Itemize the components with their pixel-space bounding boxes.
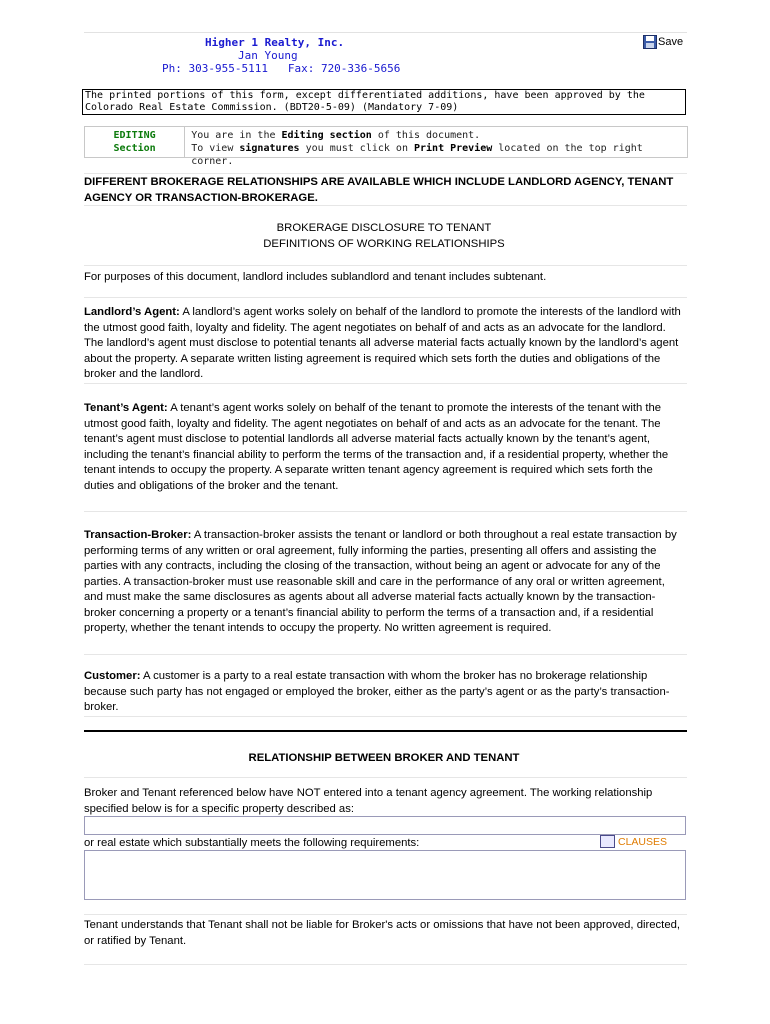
divider [84,777,687,778]
divider [84,654,687,655]
clauses-label: CLAUSES [618,835,668,848]
doc-subtitle: DEFINITIONS OF WORKING RELATIONSHIPS [263,238,505,250]
intro-heading: DIFFERENT BROKERAGE RELATIONSHIPS ARE AVAILABLE WHICH INCLUDE LANDLORD AGENCY, TENANT AGENCY OR TRANSACTION-BROKERAGE. [84,176,674,204]
editing-instructions: You are in the Editing section of this document. To view signatures you must click on Print Preview located on the top right corner. [191,130,643,167]
top-divider [84,32,687,33]
divider [84,716,687,717]
purposes-text: For purposes of this document, landlord includes sublandlord and tenant includes subtenant. [84,271,547,283]
doc-title: BROKERAGE DISCLOSURE TO TENANT [276,222,492,234]
divider [84,914,687,915]
divider [84,205,687,206]
requirements-textarea[interactable] [84,850,686,900]
save-button[interactable] [643,34,683,49]
liability-text: Tenant understands that Tenant shall not be liable for Broker's acts or omissions that have not been approved, directed, or ratified by Tenant. [84,919,681,947]
divider [84,964,687,965]
tenants-agent-definition: Tenant’s Agent: A tenant’s agent works solely on behalf of the tenant to promote the interests of the tenant with the utmost good faith, loyalty and fidelity. The agent negotiates on behalf of and acts as an advocate for the tenant. The tenant’s agent must disclose to potential landlords all adverse material facts actually known by the tenant’s agent, including the tenant’s financial ability to perform the terms of the transaction and, if a residential property, whether the tenant intends to occupy the property. A separate written tenant agency agreement is required which sets forth the duties and obligations of the broker and the tenant. [84,402,669,492]
floppy-disk-icon [643,34,657,49]
agent-name: Jan Young [238,49,298,62]
section-rule [84,730,687,732]
relationship-heading: RELATIONSHIP BETWEEN BROKER AND TENANT [248,752,520,764]
save-label: Save [658,35,684,48]
divider [84,383,687,384]
requirements-label: or real estate which substantially meets the following requirements: [84,837,420,849]
company-name: Higher 1 Realty, Inc. [205,36,345,49]
landlords-agent-definition: Landlord’s Agent: A landlord’s agent works solely on behalf of the landlord to promote the interests of the landlord with the utmost good faith, loyalty and fidelity. The agent negotiates on behalf of and acts as an advocate for the landlord. The landlord’s agent must disclose to potential tenants all adverse material facts actually known by the landlord’s agent about the property. A separate written listing agreement is required which sets forth the duties and obligations of the broker and the landlord. [84,306,681,380]
phone-fax: Ph: 303-955-5111 Fax: 720-336-5656 [162,62,401,75]
transaction-broker-definition: Transaction-Broker: A transaction-broker assists the tenant or landlord or both throughout a real estate transaction by performing terms of any written or oral agreement, fully informing the parties, presenting all offers and assisting the parties with any contracts, including the closing of the transaction, without being an agent or advocate for any of the parties. A transaction-broker must use reasonable skill and care in the performance of any oral or written agreement, and must make the same disclosures as agents about all adverse material facts actually known by the transaction-broker concerning a property or a tenant’s financial ability to perform the terms of a transaction and, if a residential property, whether the tenant intends to occupy the property. No written agreement is required. [84,529,677,634]
approval-notice: The printed portions of this form, except differentiated additions, have been approved by the Colorado Real Estate Commission. (BDT20-5-09) (Mandatory 7-09) [82,89,686,115]
divider [84,173,687,174]
document-clauses-icon [600,835,615,848]
editing-label: EDITING Section [85,127,185,157]
customer-definition: Customer: A customer is a party to a real estate transaction with whom the broker has no brokerage relationship because such party has not engaged or employed the broker, either as the party’s agent or as the party’s transaction-broker. [84,670,670,713]
editing-section-banner [84,126,688,167]
divider [84,297,687,298]
property-description-input[interactable] [84,816,686,835]
clauses-button[interactable] [600,835,667,848]
divider [84,265,687,266]
divider [84,511,687,512]
relationship-text: Broker and Tenant referenced below have NOT entered into a tenant agency agreement. The working relationship specified below is for a specific property described as: [84,787,653,815]
